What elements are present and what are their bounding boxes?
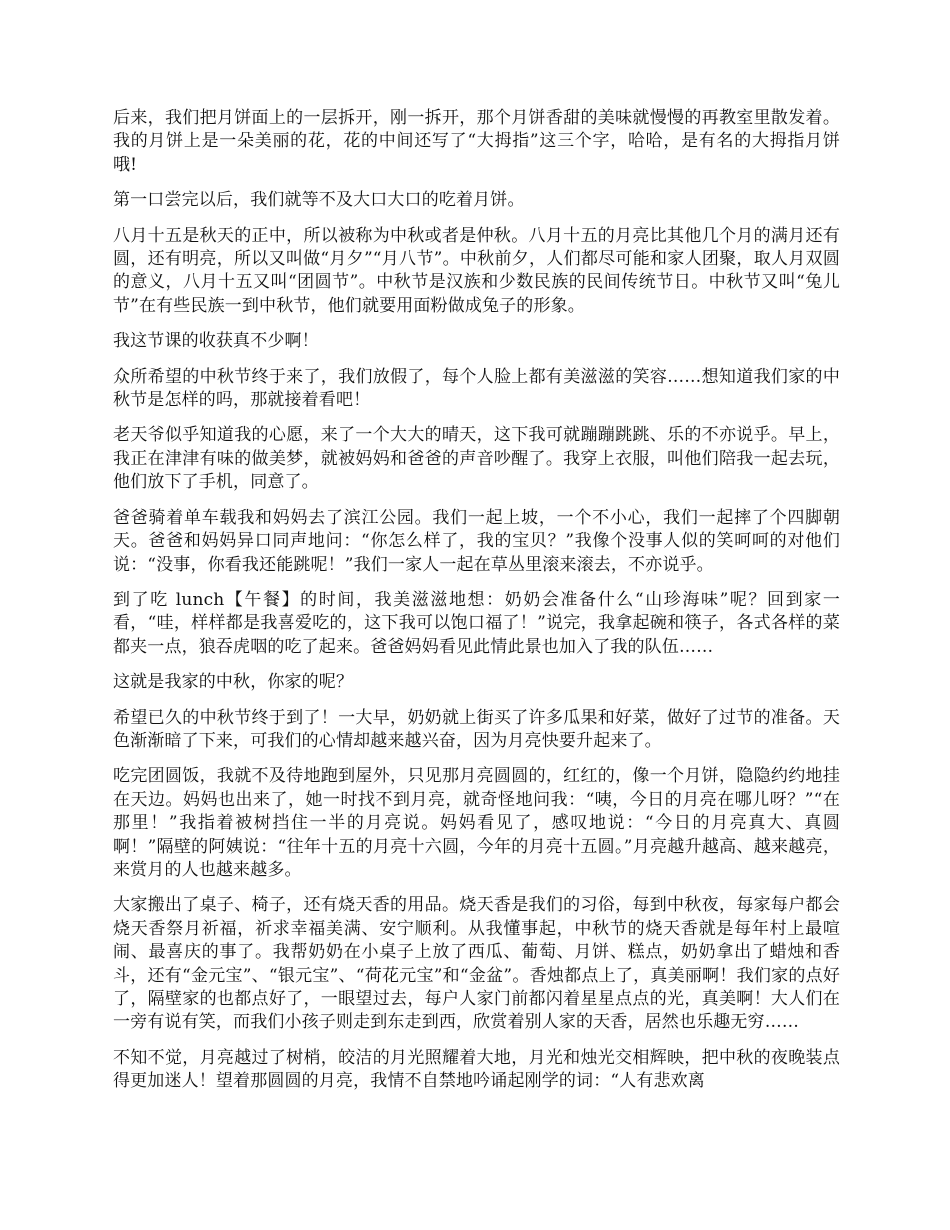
paragraph: 希望已久的中秋节终于到了！一大早，奶奶就上街买了许多瓜果和好菜，做好了过节的准备。天色渐渐暗了下来，可我们的心情却越来越兴奋，因为月亮快要升起来了。 (113, 707, 840, 751)
document-body (113, 107, 840, 1106)
paragraph: 到了吃 lunch【午餐】的时间，我美滋滋地想：奶奶会准备什么“山珍海味”呢？回到家一看，“哇，样样都是我喜爱吃的，这下我可以饱口福了！”说完，我拿起碗和筷子，各式各样的菜都夹一点，狼吞虎咽的吃了起来。爸爸妈妈看见此情此景也加入了我的队伍…… (113, 589, 840, 657)
paragraph: 爸爸骑着单车载我和妈妈去了滨江公园。我们一起上坡，一个不小心，我们一起摔了个四脚朝天。爸爸和妈妈异口同声地问：“你怎么样了，我的宝贝？”我像个没事人似的笑呵呵的对他们说：“没事，你看我还能跳呢！”我们一家人一起在草丛里滚来滚去，不亦说乎。 (113, 507, 840, 575)
paragraph: 后来，我们把月饼面上的一层拆开，刚一拆开，那个月饼香甜的美味就慢慢的再教室里散发着。我的月饼上是一朵美丽的花，花的中间还写了“大拇指”这三个字，哈哈，是有名的大拇指月饼哦! (113, 108, 840, 175)
paragraph: 大家搬出了桌子、椅子，还有烧天香的用品。烧天香是我们的习俗，每到中秋夜，每家每户都会烧天香祭月祈福，祈求幸福美满、安宁顺利。从我懂事起，中秋节的烧天香就是每年村上最喧闹、最喜庆的事了。我帮奶奶在小桌子上放了西瓜、葡萄、月饼、糕点，奶奶拿出了蜡烛和香斗，还有“金元宝”、“银元宝”、“荷花元宝”和“金盆”。香烛都点上了，真美丽啊！我们家的点好了，隔壁家的也都点好了，一眼望过去，每户人家门前都闪着星星点点的光，真美啊！大人们在一旁有说有笑，而我们小孩子则走到东走到西，欣赏着别人家的天香，居然也乐趣无穷…… (113, 895, 840, 1033)
paragraph: 众所希望的中秋节终于来了，我们放假了，每个人脸上都有美滋滋的笑容……想知道我们家的中秋节是怎样的吗，那就接着看吧！ (113, 366, 840, 411)
paragraph: 我这节课的收获真不少啊！ (113, 331, 319, 352)
paragraph: 第一口尝完以后，我们就等不及大口大口的吃着月饼。 (113, 190, 525, 211)
paragraph: 这就是我家的中秋，你家的呢？ (113, 672, 354, 693)
paragraph: 老天爷似乎知道我的心愿，来了一个大大的晴天，这下我可就蹦蹦跳跳、乐的不亦说乎。早上，我正在津津有味的做美梦，就被妈妈和爸爸的声音吵醒了。我穿上衣服，叫他们陪我一起去玩，他们放下了手机，同意了。 (113, 425, 840, 493)
paragraph: 八月十五是秋天的正中，所以被称为中秋或者是仲秋。八月十五的月亮比其他几个月的满月还有圆，还有明亮，所以又叫做“月夕”“月八节”。中秋前夕，人们都尽可能和家人团聚，取人月双圆的意义，八月十五又叫“团圆节”。中秋节是汉族和少数民族的民间传统节日。中秋节又叫“兔儿节”在有些民族一到中秋节，他们就要用面粉做成兔子的形象。 (113, 225, 840, 316)
paragraph: 不知不觉，月亮越过了树梢，皎洁的月光照耀着大地，月光和烛光交相辉映，把中秋的夜晚装点得更加迷人！望着那圆圆的月亮，我情不自禁地吟诵起刚学的词：“人有悲欢离 (113, 1047, 840, 1092)
paragraph: 吃完团圆饭，我就不及待地跑到屋外，只见那月亮圆圆的，红红的，像一个月饼，隐隐约约地挂在天边。妈妈也出来了，她一时找不到月亮，就奇怪地问我：“咦，今日的月亮在哪儿呀？”“在那里！”我指着被树挡住一半的月亮说。妈妈看见了，感叹地说：“今日的月亮真大、真圆啊！”隔壁的阿姨说：“往年十五的月亮十六圆，今年的月亮十五圆。”月亮越升越高、越来越亮，来赏月的人也越来越多。 (113, 766, 840, 880)
